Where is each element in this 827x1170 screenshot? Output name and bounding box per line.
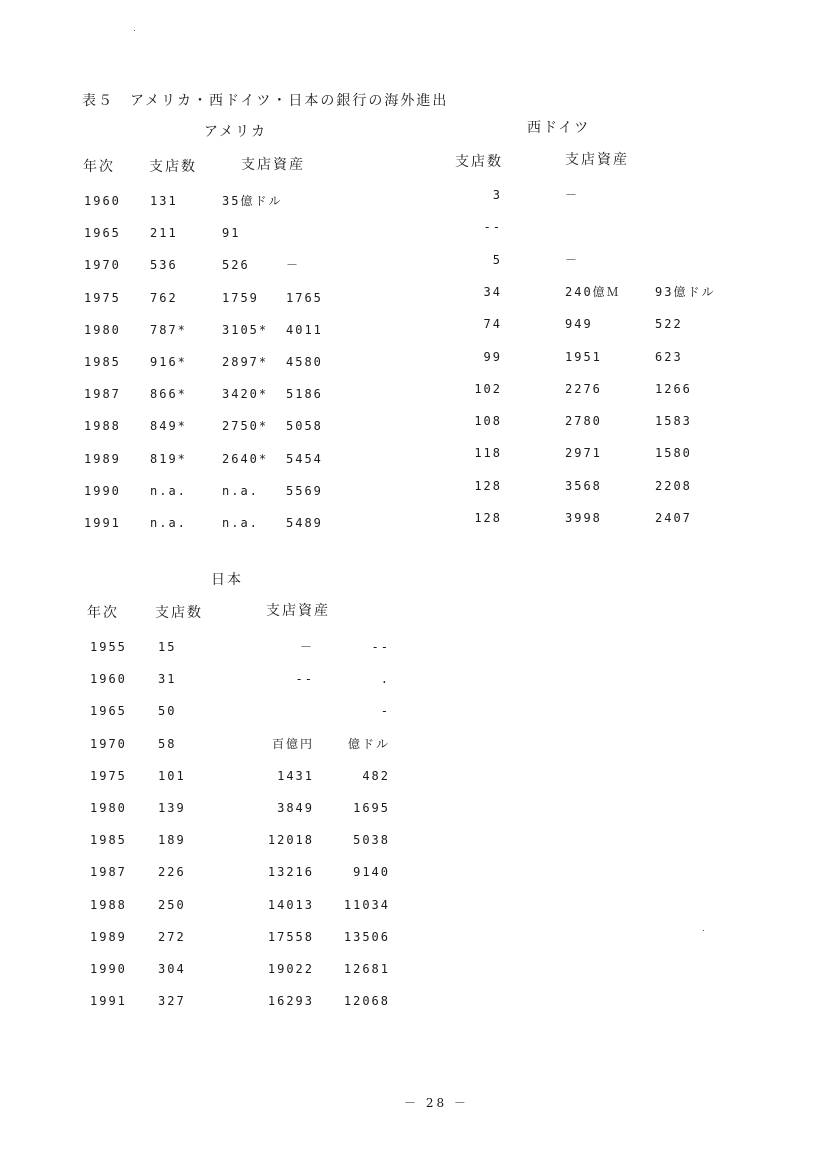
usa-cell-branches: 916* <box>150 355 187 369</box>
wg-cell-assets-1: － <box>565 252 580 267</box>
japan-cell-year: 1980 <box>90 801 127 815</box>
wg-cell-assets-2: 623 <box>655 349 683 364</box>
japan-cell-assets-1: 16293 <box>267 994 314 1009</box>
wg-cell-assets-2: 2407 <box>655 511 692 525</box>
usa-cell-assets-2: 1765 <box>286 290 323 305</box>
japan-cell-branches: 272 <box>158 929 186 944</box>
usa-cell-year: 1989 <box>84 451 121 466</box>
japan-cell-assets-2: 億ドル <box>347 736 390 751</box>
japan-section-label: 日本 <box>211 572 243 588</box>
wg-cell-branches: 74 <box>483 317 502 332</box>
japan-cell-assets-1: 17558 <box>267 929 314 944</box>
usa-header-branches: 支店数 <box>149 159 197 175</box>
usa-cell-year: 1991 <box>84 516 121 530</box>
usa-cell-assets-1: 3420* <box>222 387 269 402</box>
usa-cell-assets-2: 5569 <box>286 483 323 498</box>
japan-cell-year: 1970 <box>90 736 127 751</box>
japan-cell-branches: 31 <box>158 672 177 687</box>
japan-cell-branches: 50 <box>158 704 177 719</box>
wg-cell-assets-2: 1583 <box>655 414 692 429</box>
japan-cell-assets-1: － <box>299 640 314 654</box>
japan-cell-branches: 139 <box>158 801 186 815</box>
japan-cell-branches: 226 <box>158 865 186 880</box>
japan-cell-assets-2: 12068 <box>343 994 390 1009</box>
usa-section-label: アメリカ <box>204 124 268 140</box>
wg-cell-assets-2: 93億ドル <box>655 284 716 299</box>
japan-cell-year: 1988 <box>90 897 127 912</box>
japan-cell-year: 1960 <box>90 672 127 687</box>
wg-cell-branches: 118 <box>474 446 502 461</box>
usa-cell-assets-1: 2640* <box>222 451 269 466</box>
japan-cell-branches: 189 <box>158 833 186 848</box>
usa-cell-assets-2: 5489 <box>286 516 323 530</box>
usa-cell-assets-1: 35億ドル <box>222 194 283 208</box>
wg-cell-branches: 128 <box>474 478 502 493</box>
wg-cell-assets-1: 949 <box>565 317 593 332</box>
usa-cell-branches: 819* <box>150 451 187 466</box>
japan-cell-assets-2: 9140 <box>353 865 390 880</box>
japan-cell-branches: 15 <box>158 640 177 654</box>
usa-cell-assets-1: n.a. <box>222 516 259 530</box>
japan-cell-assets-1: 13216 <box>267 865 314 880</box>
japan-cell-assets-2: -- <box>371 640 390 654</box>
usa-cell-year: 1990 <box>84 483 121 498</box>
wg-cell-assets-2: 522 <box>655 317 683 332</box>
wg-cell-branches: 5 <box>492 252 502 267</box>
scan-speck <box>134 30 135 31</box>
japan-cell-assets-2: - <box>380 704 390 719</box>
scan-speck <box>703 930 704 931</box>
wg-cell-assets-1: 3998 <box>565 511 602 525</box>
japan-cell-branches: 101 <box>158 768 186 783</box>
usa-cell-branches: 131 <box>150 194 178 208</box>
wg-cell-branches: 108 <box>474 414 502 429</box>
wg-cell-assets-1: 3568 <box>565 478 602 493</box>
wg-cell-assets-2: 2208 <box>655 478 692 493</box>
wg-header-branches: 支店数 <box>455 154 503 170</box>
usa-cell-assets-2: － <box>286 258 301 273</box>
usa-header-year: 年次 <box>83 159 115 175</box>
japan-cell-year: 1965 <box>90 704 127 719</box>
usa-cell-year: 1975 <box>84 290 121 305</box>
wg-cell-branches: 102 <box>474 381 502 396</box>
wg-cell-branches: 34 <box>483 284 502 299</box>
usa-cell-branches: 762 <box>150 290 178 305</box>
japan-cell-year: 1990 <box>90 962 127 976</box>
usa-header-assets: 支店資産 <box>241 157 305 173</box>
usa-cell-year: 1960 <box>84 194 121 208</box>
usa-cell-assets-1: n.a. <box>222 483 259 498</box>
usa-cell-assets-1: 526 <box>222 258 250 273</box>
usa-cell-year: 1970 <box>84 258 121 273</box>
japan-cell-assets-1: 19022 <box>267 962 314 976</box>
usa-cell-assets-1: 2750* <box>222 419 269 434</box>
usa-cell-branches: n.a. <box>150 516 187 530</box>
wg-cell-assets-2: 1266 <box>655 381 692 396</box>
usa-cell-assets-2: 5454 <box>286 451 323 466</box>
usa-cell-assets-1: 1759 <box>222 290 259 305</box>
japan-cell-year: 1985 <box>90 833 127 848</box>
usa-cell-assets-2: 4580 <box>286 355 323 369</box>
usa-cell-assets-2: 4011 <box>286 322 323 337</box>
japan-cell-year: 1955 <box>90 640 127 654</box>
japan-header-assets: 支店資産 <box>266 603 330 619</box>
japan-cell-year: 1989 <box>90 929 127 944</box>
page-number: － 28 － <box>404 1096 469 1110</box>
wg-cell-assets-1: 2276 <box>565 381 602 396</box>
wg-cell-assets-2: 1580 <box>655 446 692 461</box>
japan-cell-assets-2: 482 <box>362 768 390 783</box>
usa-cell-year: 1985 <box>84 355 121 369</box>
west-germany-section-label: 西ドイツ <box>527 120 591 136</box>
japan-header-year: 年次 <box>87 605 119 621</box>
japan-cell-assets-1: 14013 <box>267 897 314 912</box>
wg-cell-assets-1: 2780 <box>565 414 602 429</box>
usa-cell-branches: 536 <box>150 258 178 273</box>
japan-cell-branches: 304 <box>158 962 186 976</box>
wg-cell-assets-1: － <box>565 188 580 202</box>
japan-cell-branches: 58 <box>158 736 177 751</box>
table-title: 表５ アメリカ・西ドイツ・日本の銀行の海外進出 <box>82 93 449 109</box>
usa-cell-branches: 866* <box>150 387 187 402</box>
japan-cell-assets-2: 13506 <box>343 929 390 944</box>
japan-header-branches: 支店数 <box>155 605 203 621</box>
wg-cell-branches: 99 <box>483 349 502 364</box>
usa-cell-year: 1987 <box>84 387 121 402</box>
usa-cell-branches: n.a. <box>150 483 187 498</box>
usa-cell-branches: 787* <box>150 322 187 337</box>
japan-cell-assets-1: 百億円 <box>271 736 314 751</box>
usa-cell-assets-1: 2897* <box>222 355 269 369</box>
japan-cell-assets-2: 11034 <box>343 897 390 912</box>
wg-cell-branches: 128 <box>474 511 502 525</box>
usa-cell-year: 1965 <box>84 226 121 241</box>
usa-cell-year: 1980 <box>84 322 121 337</box>
wg-cell-assets-1: 2971 <box>565 446 602 461</box>
japan-cell-assets-2: 12681 <box>343 962 390 976</box>
japan-cell-assets-1: 1431 <box>277 768 314 783</box>
wg-cell-branches: 3 <box>492 188 502 202</box>
japan-cell-assets-2: 5038 <box>353 833 390 848</box>
usa-cell-branches: 849* <box>150 419 187 434</box>
japan-cell-assets-2: . <box>380 672 390 687</box>
japan-cell-assets-1: -- <box>295 672 314 687</box>
japan-cell-branches: 327 <box>158 994 186 1009</box>
japan-cell-year: 1991 <box>90 994 127 1009</box>
usa-cell-assets-1: 91 <box>222 226 241 241</box>
usa-cell-branches: 211 <box>150 226 178 241</box>
japan-cell-year: 1975 <box>90 768 127 783</box>
usa-cell-assets-2: 5186 <box>286 387 323 402</box>
japan-cell-assets-1: 12018 <box>267 833 314 848</box>
usa-cell-year: 1988 <box>84 419 121 434</box>
wg-cell-branches: -- <box>483 220 502 235</box>
japan-cell-branches: 250 <box>158 897 186 912</box>
usa-cell-assets-1: 3105* <box>222 322 269 337</box>
wg-header-assets: 支店資産 <box>565 152 629 168</box>
wg-cell-assets-1: 1951 <box>565 349 602 364</box>
japan-cell-assets-2: 1695 <box>353 801 390 815</box>
usa-cell-assets-2: 5058 <box>286 419 323 434</box>
wg-cell-assets-1: 240億Ｍ <box>565 284 621 299</box>
japan-cell-year: 1987 <box>90 865 127 880</box>
japan-cell-assets-1: 3849 <box>277 801 314 815</box>
